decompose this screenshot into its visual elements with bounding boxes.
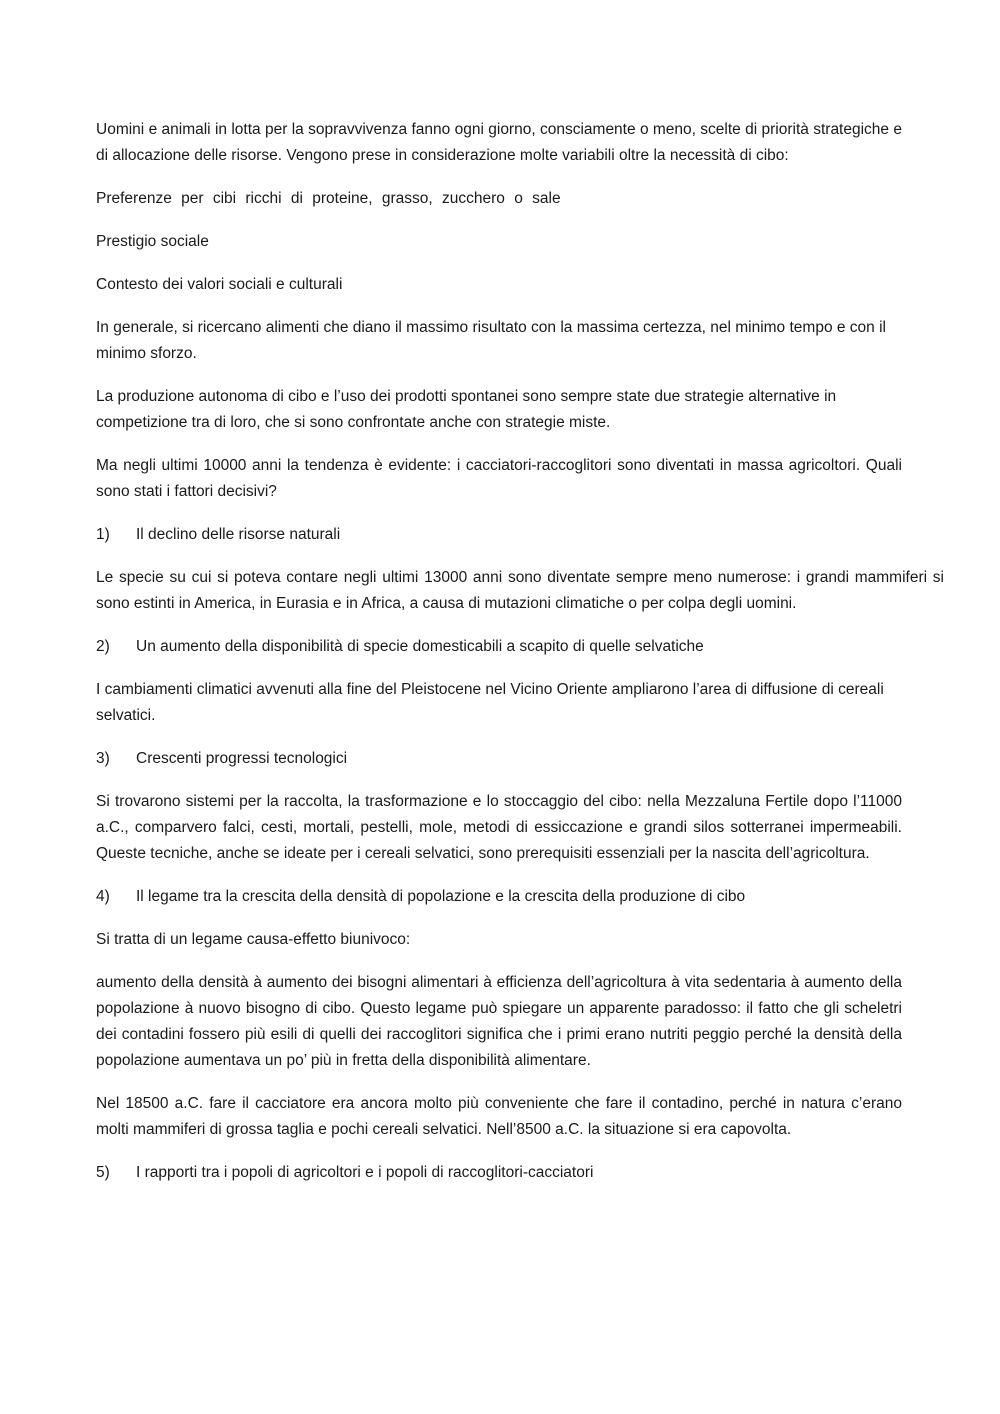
- factor-title: Un aumento della disponibilità di specie domesticabili a scapito di quelle selvatiche: [136, 638, 704, 655]
- factor-number: 4): [96, 888, 110, 905]
- factor-title: Crescenti progressi tecnologici: [136, 750, 348, 767]
- list-line-context: Contesto dei valori sociali e culturali: [96, 276, 343, 293]
- factor-item-2: [96, 634, 902, 660]
- factor-title: Il legame tra la crescita della densità di popolazione e la crescita della produzione di cibo: [136, 888, 746, 905]
- paragraph-trend: Ma negli ultimi 10000 anni la tendenza è evidente: i cacciatori-raccoglitori sono diventati in massa agricoltori. Quali sono stati i fattori decisivi?: [96, 457, 902, 500]
- document-body: [96, 117, 944, 1203]
- factor-number: 5): [96, 1164, 110, 1181]
- paragraph-species: Le specie su cui si poteva contare negli ultimi 13000 anni sono diventate sempre meno numerose: i grandi mammiferi si sono estinti in America, in Eurasia e in Africa, a causa di mutazioni climatiche o per colpa degli uomini.: [96, 569, 944, 612]
- factor-title: Il declino delle risorse naturali: [136, 526, 341, 543]
- paragraph-hunter: Nel 18500 a.C. fare il cacciatore era ancora molto più conveniente che fare il contadino, perché in natura c’erano molti mammiferi di grossa taglia e pochi cereali selvatici. Nell’8500 a.C. la situazione si era capovolta.: [96, 1095, 902, 1138]
- factor-title: I rapporti tra i popoli di agricoltori e i popoli di raccoglitori-cacciatori: [136, 1164, 594, 1181]
- paragraph-link: Si tratta di un legame causa-effetto biunivoco:: [96, 931, 411, 948]
- list-line-prestige: Prestigio sociale: [96, 233, 209, 250]
- paragraph-climate: I cambiamenti climatici avvenuti alla fine del Pleistocene nel Vicino Oriente ampliarono l’area di diffusione di cereali selvatici.: [96, 681, 884, 724]
- factor-number: 1): [96, 526, 110, 543]
- paragraph-general: In generale, si ricercano alimenti che diano il massimo risultato con la massima certezza, nel minimo tempo e con il minimo sforzo.: [96, 319, 886, 362]
- factor-item-3: [96, 746, 902, 772]
- header-mark: [488, 0, 512, 2]
- factor-number: 2): [96, 638, 110, 655]
- factor-item-4: [96, 884, 902, 910]
- factor-item-1: [96, 522, 902, 548]
- paragraph-technology: Si trovarono sistemi per la raccolta, la trasformazione e lo stoccaggio del cibo: nella Mezzaluna Fertile dopo l’11000 a.C., comparvero falci, cesti, mortali, pestelli, mole, metodi di essiccazione e grandi silos sotterranei impermeabili. Queste tecniche, anche se ideate per i cereali selvatici, sono prerequisiti essenziali per la nascita dell’agricoltura.: [96, 793, 902, 862]
- paragraph-density: aumento della densità à aumento dei bisogni alimentari à efficienza dell’agricoltura à vita sedentaria à aumento della popolazione à nuovo bisogno di cibo. Questo legame può spiegare un apparente paradosso: il fatto che gli scheletri dei contadini fossero più esili di quelli dei raccoglitori significa che i primi erano nutriti peggio perché la densità della popolazione aumentava un po’ più in fretta della disponibilità alimentare.: [96, 974, 902, 1069]
- factor-number: 3): [96, 750, 110, 767]
- factor-item-5: [96, 1160, 902, 1186]
- list-line-preferences: Preferenze per cibi ricchi di proteine, grasso, zucchero o sale: [96, 190, 561, 207]
- paragraph-intro: Uomini e animali in lotta per la sopravvivenza fanno ogni giorno, consciamente o meno, scelte di priorità strategiche e di allocazione delle risorse. Vengono prese in considerazione molte variabili oltre la necessità di cibo:: [96, 121, 902, 164]
- paragraph-production: La produzione autonoma di cibo e l’uso dei prodotti spontanei sono sempre state due strategie alternative in competizione tra di loro, che si sono confrontate anche con strategie miste.: [96, 388, 837, 431]
